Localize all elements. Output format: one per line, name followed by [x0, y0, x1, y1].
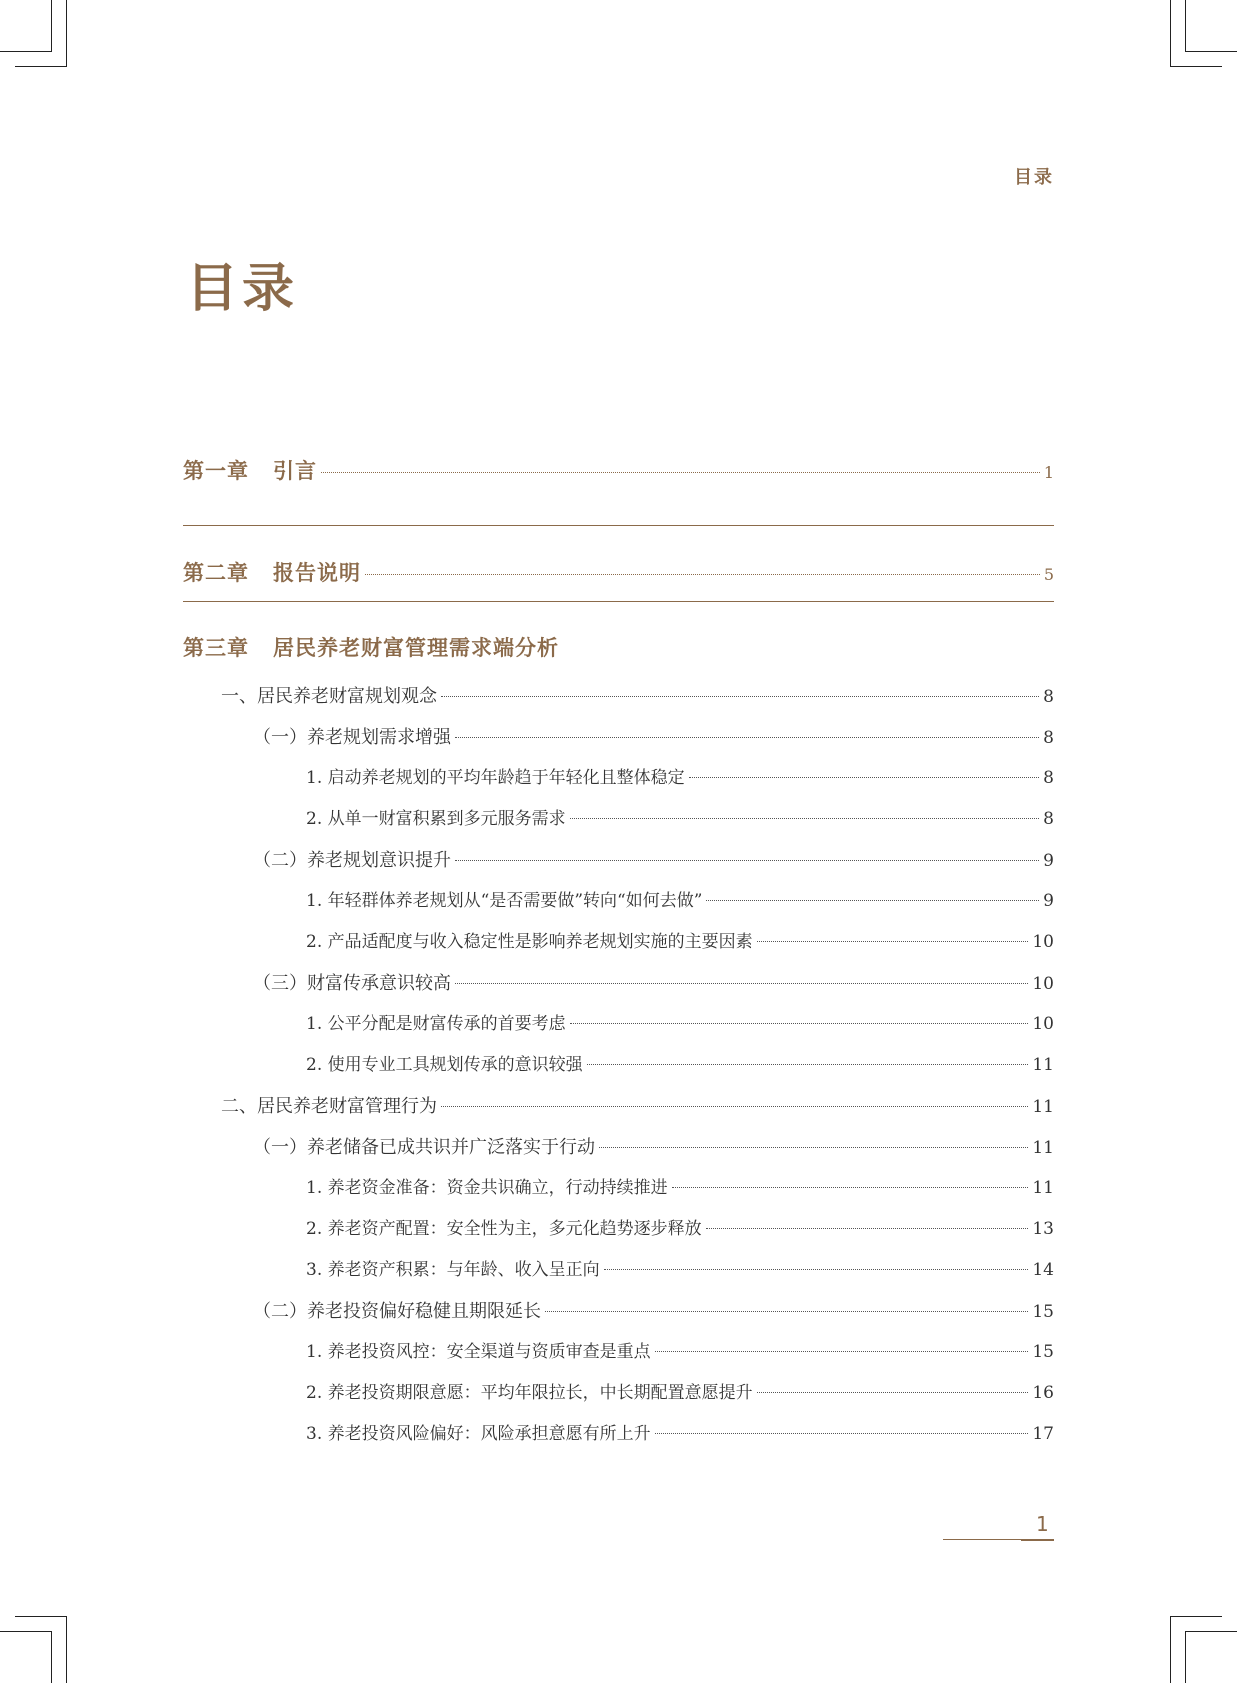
- toc-entry[interactable]: [183, 963, 1054, 1004]
- toc-entry[interactable]: [183, 881, 1054, 922]
- dot-leader: [455, 860, 1039, 861]
- toc-entry-text: 2. 从单一财富积累到多元服务需求: [306, 809, 566, 829]
- toc-entry-page: 8: [1043, 809, 1054, 829]
- toc-entry[interactable]: [183, 1291, 1054, 1332]
- toc-entry-page: 11: [1032, 1138, 1054, 1158]
- toc-entry[interactable]: [183, 840, 1054, 881]
- table-of-contents: [183, 450, 1054, 1455]
- toc-entry-text: 3. 养老资产积累：与年龄、收入呈正向: [306, 1260, 600, 1280]
- dot-leader: [757, 1392, 1029, 1393]
- crop-mark: [0, 51, 52, 52]
- dot-leader: [441, 696, 1039, 697]
- toc-entry[interactable]: [183, 758, 1054, 799]
- toc-entry-page: 10: [1032, 932, 1054, 952]
- toc-entry-page: 15: [1032, 1302, 1054, 1322]
- crop-mark: [1185, 51, 1237, 52]
- toc-entry-page: 13: [1032, 1219, 1054, 1239]
- toc-entry-text: 1. 公平分配是财富传承的首要考虑: [306, 1014, 566, 1034]
- toc-entry[interactable]: [183, 1004, 1054, 1045]
- dot-leader: [545, 1311, 1028, 1312]
- toc-entry[interactable]: [183, 1127, 1054, 1168]
- toc-entry-page: 14: [1032, 1260, 1054, 1280]
- toc-entry-text: （二）养老规划意识提升: [253, 850, 451, 871]
- chapter-page: 1: [1043, 463, 1054, 482]
- toc-entry-page: 9: [1043, 891, 1054, 911]
- dot-leader: [706, 1228, 1029, 1229]
- page-number: 1: [1036, 1512, 1049, 1536]
- toc-entry-text: 二、居民养老财富管理行为: [221, 1096, 437, 1117]
- toc-entry-page: 8: [1043, 728, 1054, 748]
- toc-entry-text: 1. 启动养老规划的平均年龄趋于年轻化且整体稳定: [306, 768, 685, 788]
- toc-entry[interactable]: [183, 1373, 1054, 1414]
- toc-entry-page: 17: [1032, 1424, 1054, 1444]
- crop-mark: [15, 1616, 67, 1617]
- toc-entry-page: 16: [1032, 1383, 1054, 1403]
- dot-leader: [455, 737, 1039, 738]
- toc-chapter[interactable]: [183, 557, 1054, 587]
- toc-entry-text: 2. 养老投资期限意愿：平均年限拉长，中长期配置意愿提升: [306, 1383, 753, 1403]
- toc-entry-text: 1. 养老资金准备：资金共识确立，行动持续推进: [306, 1178, 668, 1198]
- toc-entry-text: 2. 使用专业工具规划传承的意识较强: [306, 1055, 583, 1075]
- toc-entry-text: （二）养老投资偏好稳健且期限延长: [253, 1301, 541, 1322]
- dot-leader: [441, 1106, 1028, 1107]
- dot-leader: [706, 900, 1039, 901]
- toc-entry-text: 1. 养老投资风控：安全渠道与资质审查是重点: [306, 1342, 651, 1362]
- dot-leader: [689, 777, 1040, 778]
- crop-mark: [1170, 1616, 1222, 1617]
- toc-entry[interactable]: [183, 1414, 1054, 1455]
- toc-entry-text: 1. 年轻群体养老规划从“是否需要做”转向“如何去做”: [306, 891, 703, 911]
- toc-entry-page: 11: [1032, 1055, 1054, 1075]
- toc-entry[interactable]: [183, 1086, 1054, 1127]
- toc-entry-page: 15: [1032, 1342, 1054, 1362]
- toc-entry-page: 8: [1043, 687, 1054, 707]
- dot-leader: [587, 1064, 1029, 1065]
- toc-entry-page: 9: [1043, 851, 1054, 871]
- toc-entry-text: （一）养老规划需求增强: [253, 727, 451, 748]
- dot-leader: [570, 1023, 1029, 1024]
- toc-entry[interactable]: [183, 676, 1054, 717]
- chapter-title: 报告说明: [273, 560, 361, 585]
- toc-entry-text: 一、居民养老财富规划观念: [221, 686, 437, 707]
- chapter-number: 第一章: [183, 458, 249, 483]
- crop-mark: [1170, 1616, 1171, 1683]
- crop-mark: [66, 0, 67, 67]
- dot-leader: [757, 941, 1029, 942]
- dot-leader: [672, 1187, 1029, 1188]
- toc-chapter-block: [183, 450, 1054, 526]
- crop-mark: [0, 1631, 52, 1632]
- toc-entry[interactable]: [183, 799, 1054, 840]
- crop-mark: [66, 1616, 67, 1683]
- chapter-title: 居民养老财富管理需求端分析: [273, 635, 559, 660]
- dot-leader: [321, 472, 1040, 473]
- crop-mark: [1185, 1631, 1237, 1632]
- dot-leader: [599, 1147, 1028, 1148]
- toc-entry[interactable]: [183, 1209, 1054, 1250]
- dot-leader: [655, 1351, 1029, 1352]
- chapter-number: 第三章: [183, 635, 249, 660]
- toc-entry[interactable]: [183, 1045, 1054, 1086]
- footer-rule: [943, 1539, 1023, 1540]
- toc-entry-page: 8: [1043, 768, 1054, 788]
- toc-entry-text: （三）财富传承意识较高: [253, 973, 451, 994]
- dot-leader: [365, 574, 1040, 575]
- dot-leader: [455, 983, 1028, 984]
- toc-entry-text: 3. 养老投资风险偏好：风险承担意愿有所上升: [306, 1424, 651, 1444]
- toc-chapter[interactable]: [183, 455, 1054, 485]
- dot-leader: [570, 818, 1040, 819]
- crop-mark: [1170, 0, 1171, 67]
- footer-rule: [1021, 1539, 1054, 1541]
- toc-entry-page: 10: [1032, 974, 1054, 994]
- toc-entry[interactable]: [183, 1332, 1054, 1373]
- toc-entry-text: （一）养老储备已成共识并广泛落实于行动: [253, 1137, 595, 1158]
- crop-mark: [1170, 66, 1222, 67]
- toc-entry-text: 2. 产品适配度与收入稳定性是影响养老规划实施的主要因素: [306, 932, 753, 952]
- toc-chapter[interactable]: [183, 632, 1054, 662]
- toc-chapter-block: [183, 602, 1054, 1455]
- toc-entry-page: 10: [1032, 1014, 1054, 1034]
- crop-mark: [51, 0, 52, 52]
- toc-chapter-block: [183, 526, 1054, 602]
- chapter-number: 第二章: [183, 560, 249, 585]
- dot-leader: [655, 1433, 1029, 1434]
- toc-entry[interactable]: [183, 1168, 1054, 1209]
- crop-mark: [15, 66, 67, 67]
- toc-entry-text: 2. 养老资产配置：安全性为主，多元化趋势逐步释放: [306, 1219, 702, 1239]
- toc-entry[interactable]: [183, 922, 1054, 963]
- running-head: 目录: [1014, 167, 1054, 188]
- chapter-title: 引言: [273, 458, 317, 483]
- dot-leader: [604, 1269, 1029, 1270]
- toc-entry-page: 11: [1032, 1097, 1054, 1117]
- toc-entry-page: 11: [1032, 1178, 1054, 1198]
- crop-mark: [1185, 1631, 1186, 1683]
- toc-entry[interactable]: [183, 1250, 1054, 1291]
- crop-mark: [51, 1631, 52, 1683]
- page-title: 目录: [186, 259, 299, 319]
- toc-entry[interactable]: [183, 717, 1054, 758]
- chapter-page: 5: [1043, 565, 1054, 584]
- crop-mark: [1185, 0, 1186, 52]
